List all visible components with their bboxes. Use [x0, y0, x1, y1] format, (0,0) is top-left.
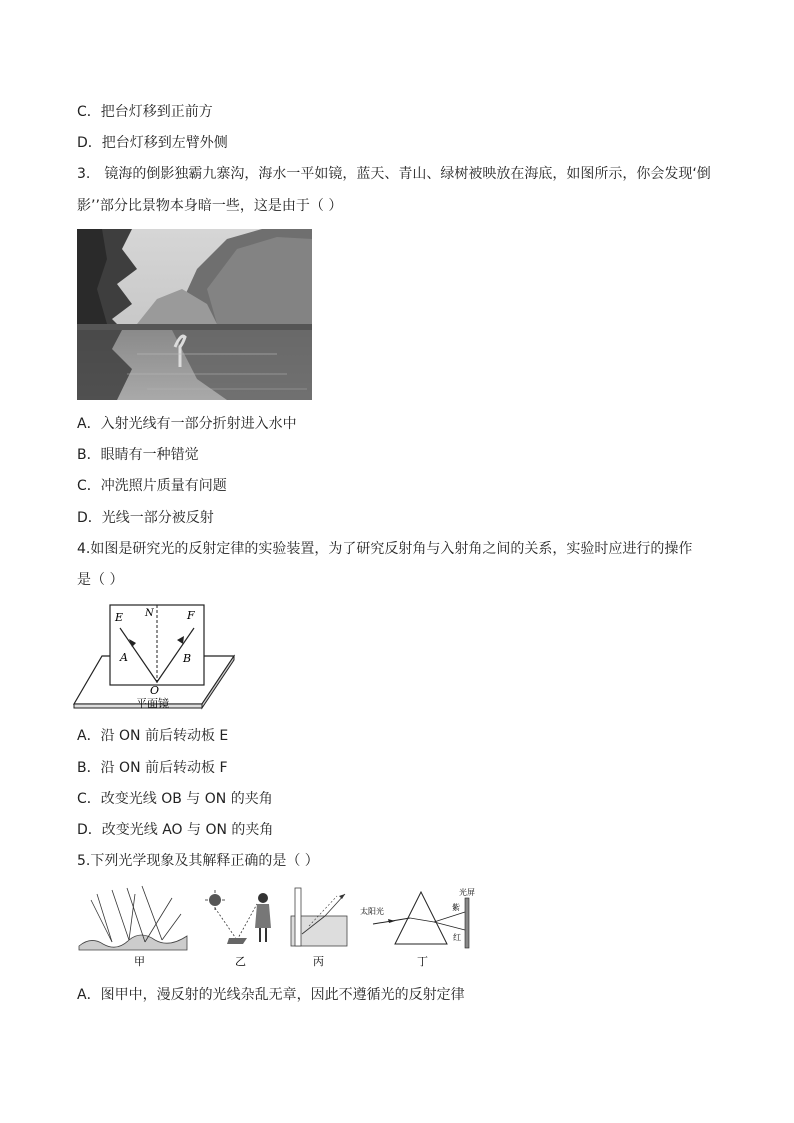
label-a: A: [120, 651, 128, 664]
label-plane-mirror: 平面镜: [136, 697, 169, 710]
label-sunlight: 太阳光: [360, 907, 384, 916]
prism-dispersion-diagram: [360, 887, 475, 968]
q4-option-d: D．改变光线 AO 与 ON 的夹角: [77, 822, 274, 838]
q5-stem: 5.下列光学现象及其解释正确的是（ ）: [77, 853, 319, 869]
label-b: B: [183, 652, 192, 665]
q4-option-a: A．沿 ON 前后转动板 E: [77, 728, 229, 744]
mirror-person-diagram: [205, 890, 271, 968]
q2-option-d: D．把台灯移到左臂外侧: [77, 135, 228, 151]
q4-stem-line1: 4.如图是研究光的反射定律的实验装置，为了研究反射角与入射角之间的关系，实验时应进行的操作: [77, 541, 693, 557]
diffuse-reflection-diagram: [79, 886, 187, 968]
reflection-apparatus-figure: [72, 602, 237, 710]
caption-bing: 丙: [313, 955, 324, 968]
label-screen: 光屏: [459, 888, 475, 897]
label-violet: 紫: [452, 903, 460, 912]
lake-reflection-photo: [77, 229, 312, 400]
caption-ding: 丁: [417, 955, 428, 968]
label-o: O: [150, 684, 160, 697]
refraction-diagram: [291, 888, 347, 968]
label-f: F: [187, 609, 195, 622]
label-red: 红: [453, 933, 461, 942]
q5-option-a: A．图甲中，漫反射的光线杂乱无章，因此不遵循光的反射定律: [77, 987, 465, 1003]
q2-option-c: C．把台灯移到正前方: [77, 104, 213, 120]
caption-yi: 乙: [235, 955, 246, 968]
q3-option-d: D．光线一部分被反射: [77, 510, 214, 526]
q3-stem-line1: 3. 镜海的倒影独霸九寨沟，海水一平如镜，蓝天、青山、绿树被映放在海底，如图所示，你会发现‘倒: [77, 166, 711, 182]
q3-option-b: B．眼睛有一种错觉: [77, 447, 199, 463]
q3-option-c: C．冲洗照片质量有问题: [77, 478, 227, 494]
q3-option-a: A．入射光线有一部分折射进入水中: [77, 416, 297, 432]
caption-jia: 甲: [134, 955, 145, 968]
q3-stem-line2: 影’’部分比景物本身暗一些，这是由于（ ）: [77, 198, 343, 214]
q4-option-c: C．改变光线 OB 与 ON 的夹角: [77, 791, 273, 807]
q4-option-b: B．沿 ON 前后转动板 F: [77, 760, 228, 776]
label-n: N: [145, 608, 154, 619]
q4-stem-line2: 是（ ）: [77, 572, 124, 588]
label-e: E: [115, 611, 124, 624]
optics-phenomena-figure: [77, 884, 477, 970]
